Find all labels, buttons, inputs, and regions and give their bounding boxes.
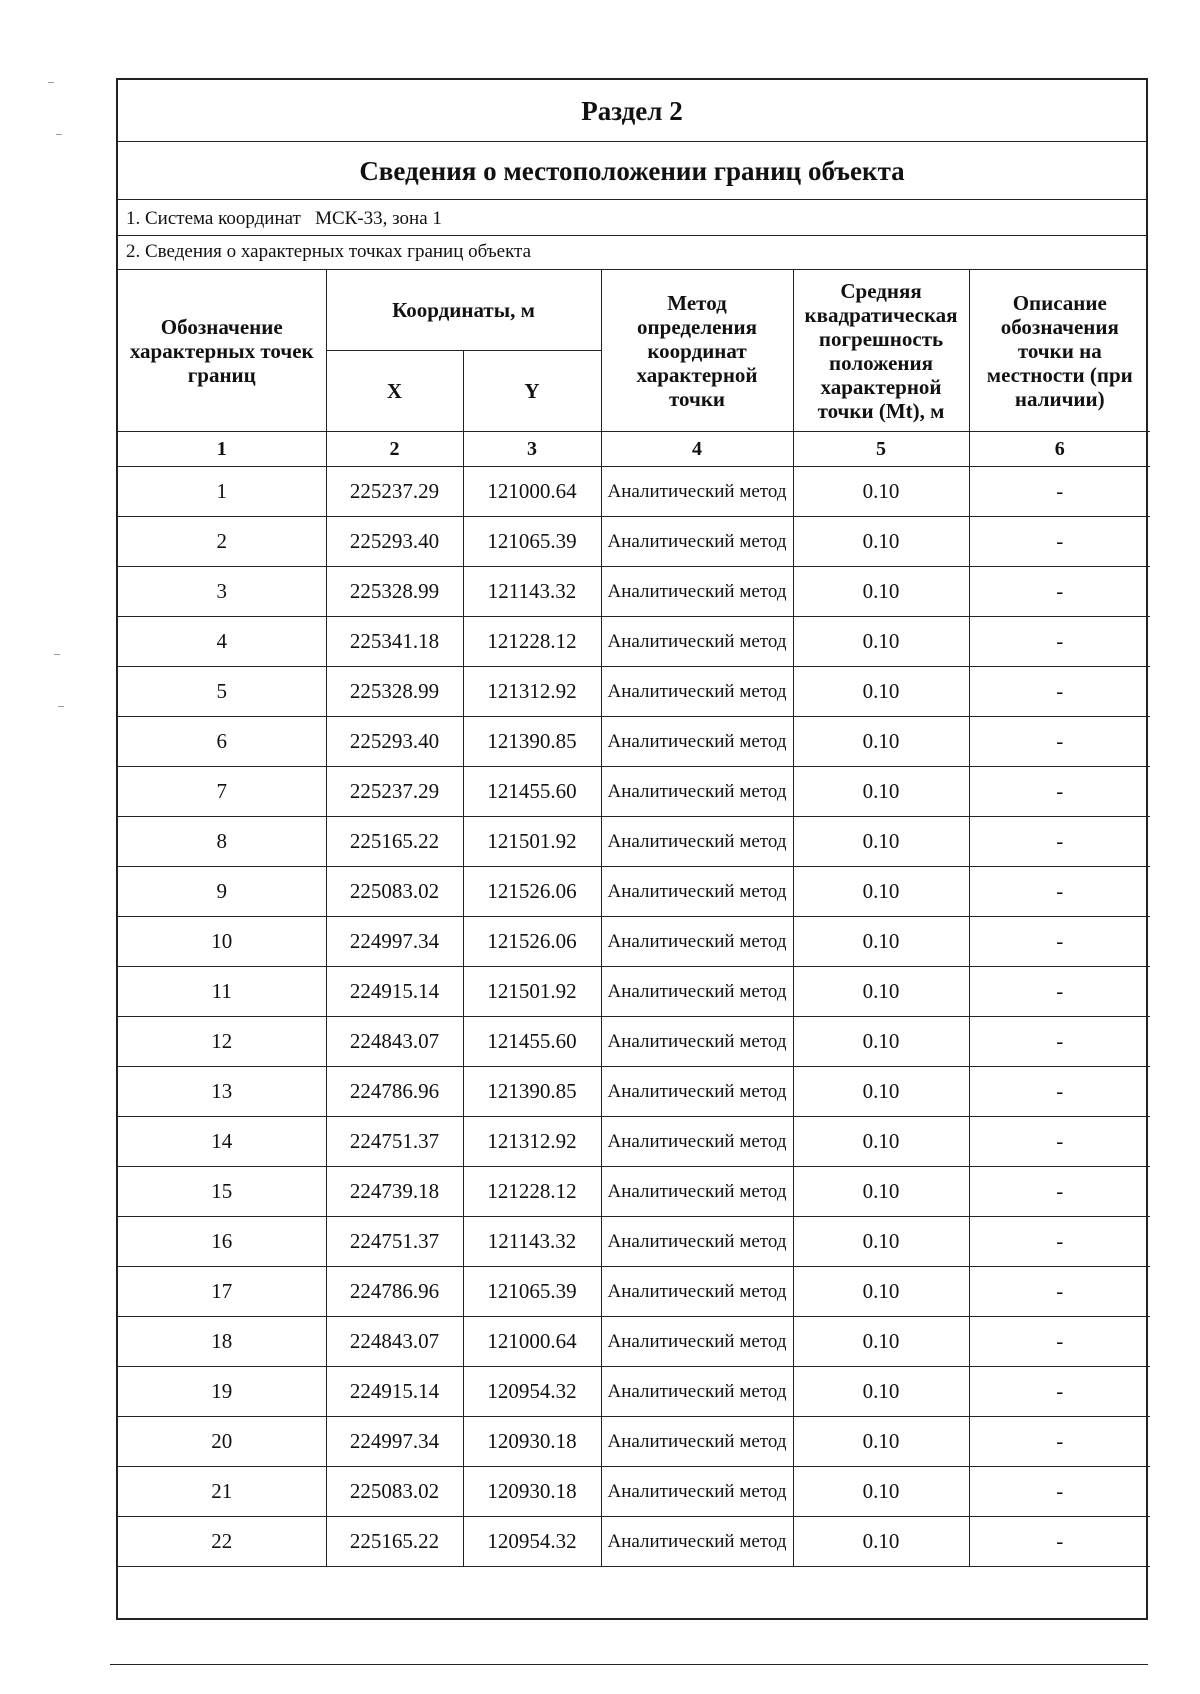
- error-cell: 0.10: [793, 867, 969, 917]
- point-number-cell: 3: [118, 567, 326, 617]
- method-cell: Аналитический метод: [601, 717, 793, 767]
- point-number-cell: 13: [118, 1067, 326, 1117]
- x-coordinate-cell: 225165.22: [326, 817, 463, 867]
- x-coordinate-cell: 225165.22: [326, 1517, 463, 1567]
- point-number-cell: 2: [118, 517, 326, 567]
- table-row: [118, 1117, 1150, 1167]
- y-coordinate-cell: 121312.92: [463, 1117, 601, 1167]
- point-number-cell: 21: [118, 1467, 326, 1517]
- x-coordinate-cell: 225237.29: [326, 767, 463, 817]
- method-cell: Аналитический метод: [601, 817, 793, 867]
- points-table-body: [118, 467, 1150, 1590]
- point-number-cell: 5: [118, 667, 326, 717]
- table-row: [118, 617, 1150, 667]
- error-cell: 0.10: [793, 817, 969, 867]
- method-cell: Аналитический метод: [601, 967, 793, 1017]
- x-coordinate-cell: 225328.99: [326, 667, 463, 717]
- y-coordinate-cell: 120930.18: [463, 1467, 601, 1517]
- x-coordinate-cell: 225083.02: [326, 1467, 463, 1517]
- description-cell: -: [969, 667, 1150, 717]
- table-row: [118, 1167, 1150, 1217]
- description-cell: -: [969, 517, 1150, 567]
- y-coordinate-cell: 121000.64: [463, 1317, 601, 1367]
- error-cell: 0.10: [793, 917, 969, 967]
- document-subtitle: Сведения о местоположении границ объекта: [118, 142, 1146, 200]
- boundary-info-document: [116, 78, 1148, 1620]
- error-cell: 0.10: [793, 567, 969, 617]
- y-coordinate-cell: 121526.06: [463, 867, 601, 917]
- point-number-cell: 19: [118, 1367, 326, 1417]
- point-number-cell: 17: [118, 1267, 326, 1317]
- point-number-cell: 20: [118, 1417, 326, 1467]
- error-cell: 0.10: [793, 1367, 969, 1417]
- description-cell: -: [969, 617, 1150, 667]
- method-cell: Аналитический метод: [601, 1067, 793, 1117]
- col-number: 6: [969, 432, 1150, 467]
- method-cell: Аналитический метод: [601, 1217, 793, 1267]
- col-header-method: Метод определения координат характерной точки: [601, 270, 793, 432]
- table-row: [118, 667, 1150, 717]
- point-number-cell: 15: [118, 1167, 326, 1217]
- y-coordinate-cell: 121228.12: [463, 1167, 601, 1217]
- boundary-points-table: [118, 270, 1150, 1589]
- description-cell: -: [969, 1267, 1150, 1317]
- description-cell: -: [969, 467, 1150, 517]
- col-header-error: Средняя квадратическая погрешность положения характерной точки (Mt), м: [793, 270, 969, 432]
- table-row: [118, 1367, 1150, 1417]
- table-row: [118, 1067, 1150, 1117]
- y-coordinate-cell: 121065.39: [463, 1267, 601, 1317]
- y-coordinate-cell: 120930.18: [463, 1417, 601, 1467]
- col-number: 4: [601, 432, 793, 467]
- x-coordinate-cell: 225237.29: [326, 467, 463, 517]
- y-coordinate-cell: 121228.12: [463, 617, 601, 667]
- y-coordinate-cell: 120954.32: [463, 1367, 601, 1417]
- method-cell: Аналитический метод: [601, 517, 793, 567]
- x-coordinate-cell: 224739.18: [326, 1167, 463, 1217]
- description-cell: -: [969, 917, 1150, 967]
- table-row: [118, 867, 1150, 917]
- x-coordinate-cell: 225083.02: [326, 867, 463, 917]
- col-number: 5: [793, 432, 969, 467]
- table-row: [118, 717, 1150, 767]
- method-cell: Аналитический метод: [601, 1267, 793, 1317]
- y-coordinate-cell: 121143.32: [463, 567, 601, 617]
- y-coordinate-cell: 121143.32: [463, 1217, 601, 1267]
- table-row: [118, 467, 1150, 517]
- error-cell: 0.10: [793, 767, 969, 817]
- table-row: [118, 1517, 1150, 1567]
- method-cell: Аналитический метод: [601, 1117, 793, 1167]
- table-filler-cell: [118, 1567, 1150, 1590]
- description-cell: -: [969, 1217, 1150, 1267]
- table-row: [118, 767, 1150, 817]
- x-coordinate-cell: 224997.34: [326, 917, 463, 967]
- col-number: 1: [118, 432, 326, 467]
- x-coordinate-cell: 224751.37: [326, 1217, 463, 1267]
- table-row: [118, 1217, 1150, 1267]
- method-cell: Аналитический метод: [601, 917, 793, 967]
- col-header-point: Обозначение характерных точек границ: [118, 270, 326, 432]
- point-number-cell: 22: [118, 1517, 326, 1567]
- description-cell: -: [969, 1467, 1150, 1517]
- error-cell: 0.10: [793, 1467, 969, 1517]
- error-cell: 0.10: [793, 717, 969, 767]
- method-cell: Аналитический метод: [601, 767, 793, 817]
- description-cell: -: [969, 967, 1150, 1017]
- x-coordinate-cell: 224843.07: [326, 1017, 463, 1067]
- point-number-cell: 9: [118, 867, 326, 917]
- col-header-coords: Координаты, м: [326, 270, 601, 351]
- col-number: 3: [463, 432, 601, 467]
- table-row: [118, 1267, 1150, 1317]
- description-cell: -: [969, 1317, 1150, 1367]
- error-cell: 0.10: [793, 967, 969, 1017]
- point-number-cell: 11: [118, 967, 326, 1017]
- col-number: 2: [326, 432, 463, 467]
- footer-divider: [110, 1664, 1148, 1665]
- method-cell: Аналитический метод: [601, 667, 793, 717]
- method-cell: Аналитический метод: [601, 467, 793, 517]
- y-coordinate-cell: 121501.92: [463, 817, 601, 867]
- point-number-cell: 10: [118, 917, 326, 967]
- y-coordinate-cell: 121501.92: [463, 967, 601, 1017]
- x-coordinate-cell: 225341.18: [326, 617, 463, 667]
- point-number-cell: 18: [118, 1317, 326, 1367]
- point-number-cell: 7: [118, 767, 326, 817]
- table-row: [118, 517, 1150, 567]
- y-coordinate-cell: 121000.64: [463, 467, 601, 517]
- table-row: [118, 967, 1150, 1017]
- section-title: Раздел 2: [118, 80, 1146, 142]
- col-header-x: X: [326, 351, 463, 432]
- x-coordinate-cell: 224843.07: [326, 1317, 463, 1367]
- point-number-cell: 14: [118, 1117, 326, 1167]
- table-row: [118, 917, 1150, 967]
- description-cell: -: [969, 1017, 1150, 1067]
- col-header-y: Y: [463, 351, 601, 432]
- col-header-description: Описание обозначения точки на местности (при наличии): [969, 270, 1150, 432]
- table-row: [118, 1017, 1150, 1067]
- x-coordinate-cell: 224915.14: [326, 967, 463, 1017]
- error-cell: 0.10: [793, 1167, 969, 1217]
- method-cell: Аналитический метод: [601, 567, 793, 617]
- points-heading: 2. Сведения о характерных точках границ объекта: [118, 236, 1146, 270]
- x-coordinate-cell: 224786.96: [326, 1267, 463, 1317]
- y-coordinate-cell: 121455.60: [463, 767, 601, 817]
- table-row: [118, 567, 1150, 617]
- table-row: [118, 1467, 1150, 1517]
- x-coordinate-cell: 225328.99: [326, 567, 463, 617]
- method-cell: Аналитический метод: [601, 1317, 793, 1367]
- error-cell: 0.10: [793, 1067, 969, 1117]
- point-number-cell: 4: [118, 617, 326, 667]
- method-cell: Аналитический метод: [601, 1517, 793, 1567]
- method-cell: Аналитический метод: [601, 1367, 793, 1417]
- y-coordinate-cell: 121455.60: [463, 1017, 601, 1067]
- method-cell: Аналитический метод: [601, 1467, 793, 1517]
- table-row: [118, 1317, 1150, 1367]
- description-cell: -: [969, 1167, 1150, 1217]
- error-cell: 0.10: [793, 1017, 969, 1067]
- error-cell: 0.10: [793, 617, 969, 667]
- error-cell: 0.10: [793, 1517, 969, 1567]
- x-coordinate-cell: 224751.37: [326, 1117, 463, 1167]
- method-cell: Аналитический метод: [601, 1417, 793, 1467]
- error-cell: 0.10: [793, 667, 969, 717]
- table-filler-row: [118, 1567, 1150, 1590]
- x-coordinate-cell: 225293.40: [326, 717, 463, 767]
- y-coordinate-cell: 120954.32: [463, 1517, 601, 1567]
- x-coordinate-cell: 224915.14: [326, 1367, 463, 1417]
- method-cell: Аналитический метод: [601, 1167, 793, 1217]
- description-cell: -: [969, 1517, 1150, 1567]
- point-number-cell: 1: [118, 467, 326, 517]
- y-coordinate-cell: 121312.92: [463, 667, 601, 717]
- method-cell: Аналитический метод: [601, 867, 793, 917]
- error-cell: 0.10: [793, 517, 969, 567]
- point-number-cell: 12: [118, 1017, 326, 1067]
- error-cell: 0.10: [793, 467, 969, 517]
- description-cell: -: [969, 567, 1150, 617]
- table-row: [118, 1417, 1150, 1467]
- y-coordinate-cell: 121526.06: [463, 917, 601, 967]
- description-cell: -: [969, 1417, 1150, 1467]
- y-coordinate-cell: 121065.39: [463, 517, 601, 567]
- error-cell: 0.10: [793, 1317, 969, 1367]
- description-cell: -: [969, 767, 1150, 817]
- coordinate-system-line: 1. Система координат МСК-33, зона 1: [118, 200, 1146, 236]
- y-coordinate-cell: 121390.85: [463, 717, 601, 767]
- description-cell: -: [969, 1067, 1150, 1117]
- x-coordinate-cell: 225293.40: [326, 517, 463, 567]
- table-row: [118, 817, 1150, 867]
- method-cell: Аналитический метод: [601, 617, 793, 667]
- x-coordinate-cell: 224786.96: [326, 1067, 463, 1117]
- description-cell: -: [969, 1367, 1150, 1417]
- error-cell: 0.10: [793, 1117, 969, 1167]
- x-coordinate-cell: 224997.34: [326, 1417, 463, 1467]
- error-cell: 0.10: [793, 1267, 969, 1317]
- description-cell: -: [969, 717, 1150, 767]
- point-number-cell: 6: [118, 717, 326, 767]
- error-cell: 0.10: [793, 1217, 969, 1267]
- y-coordinate-cell: 121390.85: [463, 1067, 601, 1117]
- method-cell: Аналитический метод: [601, 1017, 793, 1067]
- point-number-cell: 16: [118, 1217, 326, 1267]
- error-cell: 0.10: [793, 1417, 969, 1467]
- point-number-cell: 8: [118, 817, 326, 867]
- description-cell: -: [969, 1117, 1150, 1167]
- description-cell: -: [969, 867, 1150, 917]
- description-cell: -: [969, 817, 1150, 867]
